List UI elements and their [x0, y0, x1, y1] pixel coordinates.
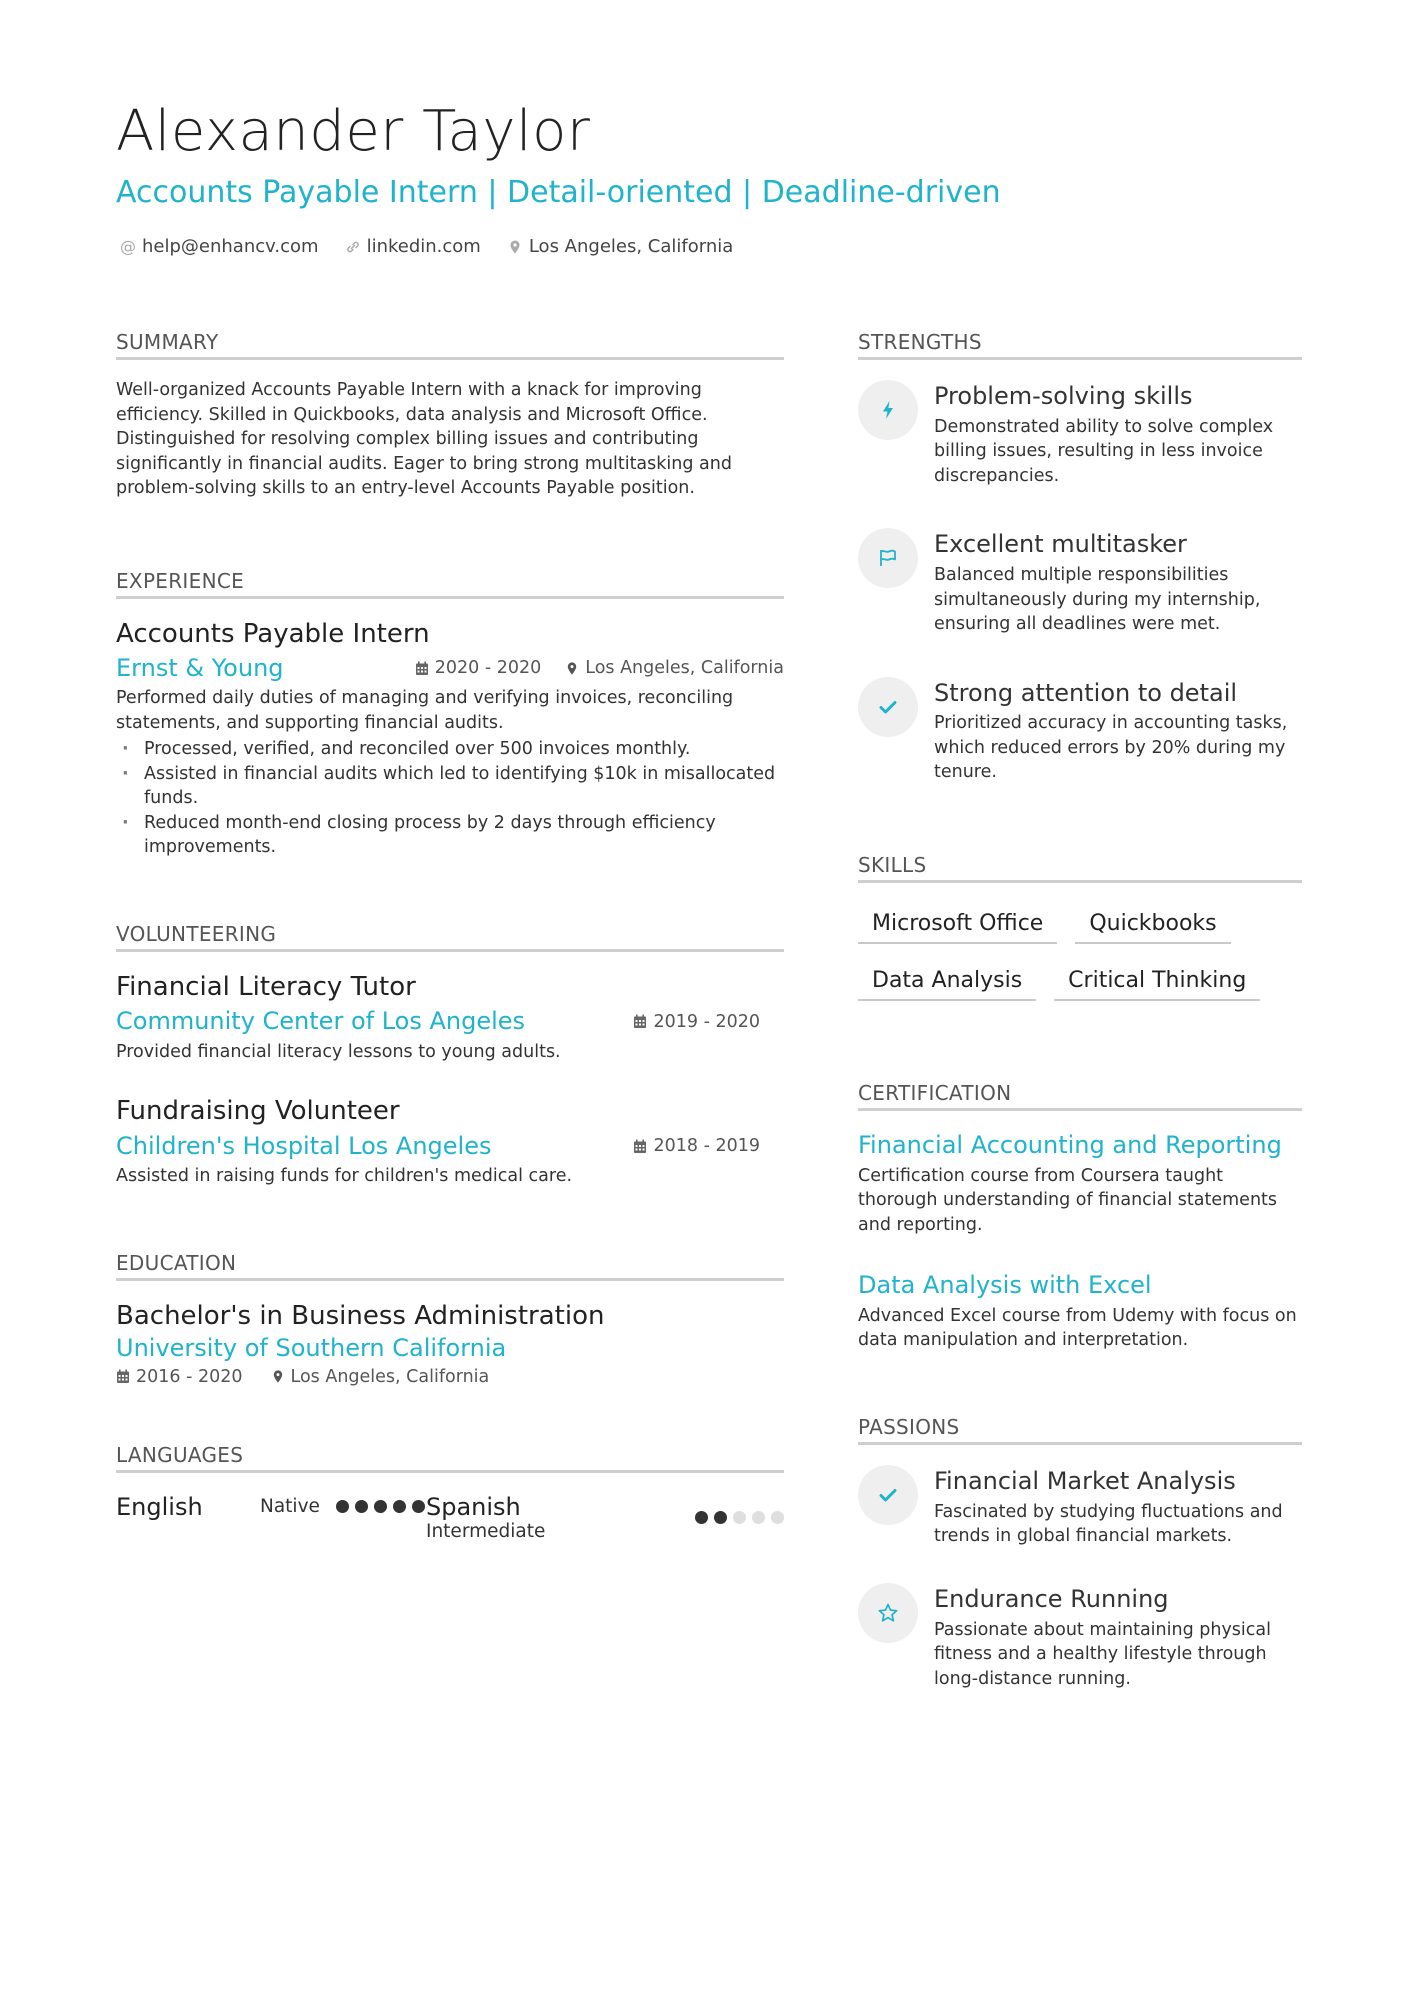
date-text: 2016 - 2020: [136, 1366, 243, 1387]
passion-title: Endurance Running: [934, 1584, 1169, 1613]
volunteer-role: Fundraising Volunteer: [116, 1096, 400, 1127]
strength-title: Problem-solving skills: [934, 382, 1193, 410]
section-title-skills: SKILLS: [858, 853, 1302, 883]
job-location: [565, 658, 784, 678]
contact-email[interactable]: [120, 236, 319, 257]
skill-tag: Microsoft Office: [858, 911, 1057, 944]
section-title-education: EDUCATION: [116, 1251, 784, 1281]
left-column: [116, 330, 784, 1542]
calendar-icon: [116, 1369, 130, 1384]
section-title-volunteering: VOLUNTEERING: [116, 922, 784, 952]
company-name: Ernst & Young: [116, 653, 284, 682]
language-level: Intermediate: [426, 1520, 546, 1542]
strength-description: Balanced multiple responsibilities simultaneously during my internship, ensuring all deadlines were met.: [934, 565, 1261, 635]
volunteering-item: [116, 972, 784, 1064]
section-title-certification: CERTIFICATION: [858, 1081, 1302, 1111]
certification-item: [858, 1271, 1302, 1353]
passion-icon-wrap: [858, 1583, 918, 1643]
volunteering-section: [116, 922, 784, 1189]
language-level: Native: [260, 1496, 320, 1518]
contact-location: [507, 236, 733, 257]
volunteer-description: Assisted in raising funds for children's medical care.: [116, 1166, 573, 1187]
achievement-item: · Assisted in financial audits which led to identifying $10k in misallocated funds.: [116, 762, 784, 811]
skill-tag: Quickbooks: [1075, 911, 1230, 944]
achievement-item: · Reduced month-end closing process by 2 days through efficiency improvements.: [116, 811, 784, 860]
flag-icon: [876, 546, 900, 570]
strength-item: [858, 677, 1302, 785]
experience-section: [116, 569, 784, 860]
calendar-icon: [633, 1139, 647, 1154]
contact-linkedin[interactable]: [345, 236, 481, 257]
language-list: [116, 1493, 784, 1542]
email-text: help@enhancv.com: [142, 236, 319, 257]
job-description: Performed daily duties of managing and verifying invoices, reconciling statements, and supporting financial audits.: [116, 688, 734, 733]
volunteer-org: Children's Hospital Los Angeles: [116, 1131, 492, 1160]
rating-dot-filled: [412, 1500, 425, 1513]
strength-description: Prioritized accuracy in accounting tasks, which reduced errors by 20% during my tenure.: [934, 713, 1288, 783]
certification-description: Advanced Excel course from Udemy with focus on data manipulation and interpretation.: [858, 1305, 1297, 1351]
strength-title: Excellent multitasker: [934, 530, 1187, 559]
check-icon: [876, 695, 900, 719]
location-pin-icon: [565, 661, 579, 676]
date-text: 2018 - 2019: [653, 1136, 760, 1157]
achievement-list: [116, 737, 784, 860]
location-text: Los Angeles, California: [290, 1366, 490, 1387]
right-column: [858, 330, 1302, 1691]
at-icon: @: [120, 237, 136, 256]
education-section: [116, 1251, 784, 1387]
skill-tag: Critical Thinking: [1054, 968, 1260, 1001]
rating-dot-filled: [714, 1511, 727, 1524]
rating-dot-filled: [355, 1500, 368, 1513]
passion-title: Financial Market Analysis: [934, 1466, 1236, 1495]
section-title-languages: LANGUAGES: [116, 1443, 784, 1473]
headline: Accounts Payable Intern | Detail-oriented | Deadline-driven: [116, 175, 1001, 210]
strength-title: Strong attention to detail: [934, 678, 1238, 707]
language-rating: [695, 1511, 784, 1524]
languages-section: [116, 1443, 784, 1542]
rating-dot-filled: [336, 1500, 349, 1513]
skills-list: [858, 911, 1302, 1001]
rating-dot-empty: [752, 1511, 765, 1524]
school-name: University of Southern California: [116, 1334, 507, 1363]
strengths-section: [858, 330, 1302, 785]
section-title-summary: SUMMARY: [116, 330, 784, 360]
volunteer-description: Provided financial literacy lessons to young adults.: [116, 1041, 561, 1062]
location-text: Los Angeles, California: [585, 658, 784, 679]
certification-name: Data Analysis with Excel: [858, 1271, 1152, 1300]
check-icon: [876, 1483, 900, 1507]
rating-dot-filled: [393, 1500, 406, 1513]
date-range: [116, 1367, 243, 1387]
location-pin-icon: [507, 239, 523, 255]
section-title-experience: EXPERIENCE: [116, 569, 784, 599]
strength-item: [858, 380, 1302, 488]
school-location: [271, 1367, 490, 1387]
volunteer-org: Community Center of Los Angeles: [116, 1007, 526, 1036]
link-icon: [345, 239, 361, 255]
certification-name: Financial Accounting and Reporting: [858, 1130, 1282, 1159]
section-title-passions: PASSIONS: [858, 1415, 1302, 1445]
passion-icon-wrap: [858, 1465, 918, 1525]
rating-dot-filled: [374, 1500, 387, 1513]
language-name: English: [116, 1492, 203, 1521]
passion-item: [858, 1465, 1302, 1549]
summary-text: Well-organized Accounts Payable Intern with a knack for improving efficiency. Skilled in Quickbooks, data analysis and Microsoft Office. Distinguished for resolving complex billing issues and contributing significantly in financial audits. Eager to bring strong multitasking and problem-solving skills to an entry-level Accounts Payable position.: [116, 380, 732, 498]
language-item: [426, 1493, 784, 1542]
passions-section: [858, 1415, 1302, 1691]
skills-section: [858, 853, 1302, 1001]
skill-tag: Data Analysis: [858, 968, 1036, 1001]
certification-section: [858, 1081, 1302, 1353]
lightning-icon: [876, 398, 900, 422]
rating-dot-empty: [771, 1511, 784, 1524]
contact-bar: [120, 236, 733, 257]
strength-icon-wrap: [858, 380, 918, 440]
language-rating: [336, 1500, 425, 1513]
linkedin-text: linkedin.com: [366, 236, 481, 257]
calendar-icon: [633, 1014, 647, 1029]
location-pin-icon: [271, 1369, 285, 1384]
experience-item: [116, 619, 784, 860]
strength-description: Demonstrated ability to solve complex billing issues, resulting in less invoice discrepancies.: [934, 416, 1274, 486]
date-range: [415, 658, 542, 678]
degree: Bachelor's in Business Administration: [116, 1300, 605, 1331]
volunteer-role: Financial Literacy Tutor: [116, 971, 416, 1002]
date-text: 2019 - 2020: [653, 1011, 760, 1032]
achievement-item: · Processed, verified, and reconciled over 500 invoices monthly.: [116, 737, 784, 762]
candidate-name: Alexander Taylor: [116, 99, 591, 164]
date-range: [633, 1012, 760, 1032]
rating-dot-empty: [733, 1511, 746, 1524]
star-icon: [876, 1601, 900, 1625]
rating-dot-filled: [695, 1511, 708, 1524]
summary-section: [116, 330, 784, 501]
language-name: Spanish: [426, 1492, 521, 1521]
certification-description: Certification course from Coursera taught thorough understanding of financial statements and reporting.: [858, 1165, 1278, 1235]
certification-item: [858, 1131, 1302, 1237]
date-range: [633, 1136, 760, 1156]
language-item: [116, 1493, 426, 1521]
strength-icon-wrap: [858, 528, 918, 588]
volunteering-item: [116, 1096, 784, 1188]
calendar-icon: [415, 661, 429, 676]
passion-item: [858, 1583, 1302, 1691]
job-title: Accounts Payable Intern: [116, 618, 430, 649]
passion-description: Passionate about maintaining physical fitness and a healthy lifestyle through long-distance running.: [934, 1619, 1271, 1689]
location-text: Los Angeles, California: [528, 236, 734, 257]
passion-description: Fascinated by studying fluctuations and trends in global financial markets.: [934, 1501, 1283, 1547]
strength-icon-wrap: [858, 677, 918, 737]
section-title-strengths: STRENGTHS: [858, 330, 1302, 360]
date-text: 2020 - 2020: [434, 658, 542, 679]
strength-item: [858, 528, 1302, 636]
